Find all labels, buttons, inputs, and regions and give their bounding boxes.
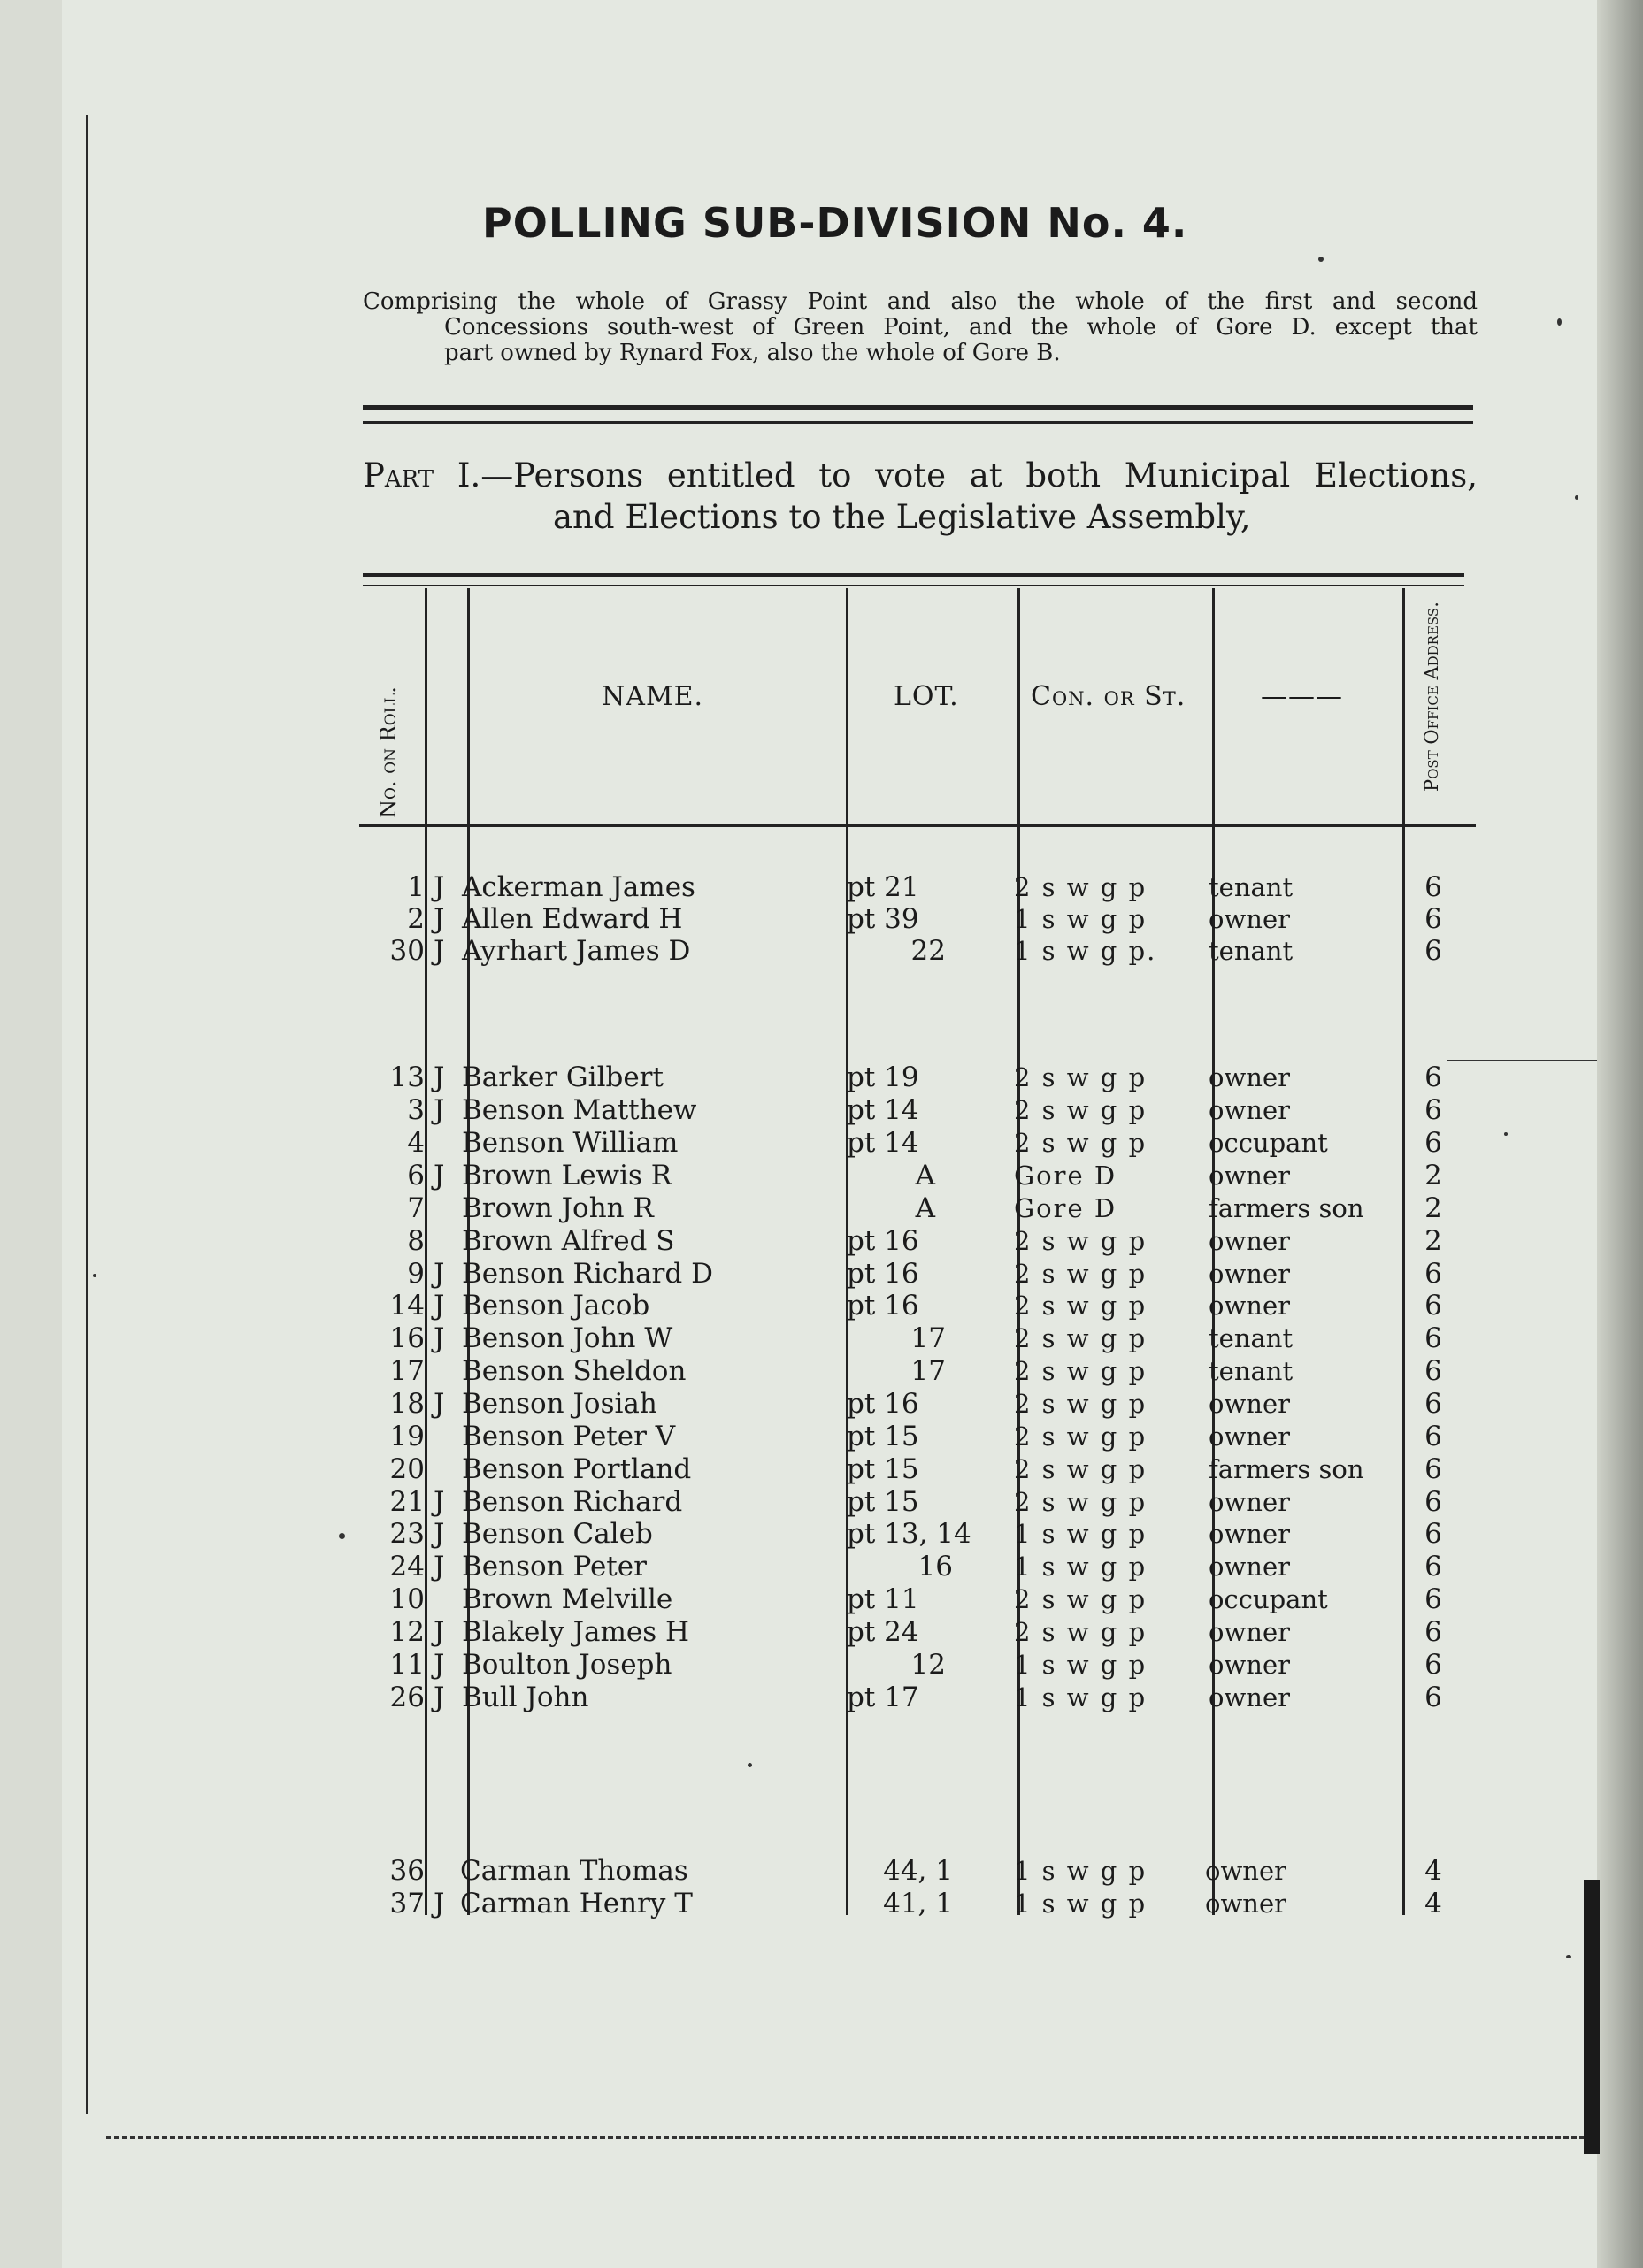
- post-office: 6: [1424, 871, 1442, 903]
- voter-name: Benson Sheldon: [462, 1355, 687, 1387]
- page-fold-edge: [1597, 0, 1643, 2268]
- lot: A: [915, 1192, 935, 1224]
- concession: 2 s w g p: [1014, 1259, 1148, 1289]
- roll-number: 8: [407, 1225, 425, 1257]
- post-office: 4: [1424, 1888, 1442, 1919]
- roll-number: 6: [407, 1160, 425, 1191]
- binding-bar: [1584, 1880, 1600, 2154]
- lot: pt 15: [847, 1486, 919, 1518]
- post-office: 4: [1424, 1855, 1442, 1887]
- margin-mark-rule: [1447, 1060, 1597, 1061]
- header-name: NAME.: [602, 681, 704, 712]
- roll-number: 19: [389, 1421, 425, 1452]
- scan-speck: [748, 1763, 752, 1767]
- voter-name: Benson Richard D: [462, 1258, 713, 1290]
- j-mark: J: [434, 1094, 445, 1126]
- post-office: 2: [1424, 1192, 1442, 1224]
- post-office: 6: [1424, 1583, 1442, 1615]
- scan-speck: [1575, 495, 1578, 500]
- j-mark: J: [434, 1160, 445, 1191]
- status: owner: [1209, 1617, 1290, 1647]
- roll-number: 3: [407, 1094, 425, 1126]
- concession: 2 s w g p: [1014, 1389, 1148, 1419]
- roll-number: 18: [389, 1388, 425, 1420]
- lot: pt 16: [847, 1225, 919, 1257]
- roll-number: 21: [389, 1486, 425, 1518]
- voter-name: Benson William: [462, 1127, 679, 1159]
- voter-name: Benson Josiah: [462, 1388, 657, 1420]
- lot: 44, 1: [883, 1855, 953, 1887]
- subdivision-description: [363, 289, 1478, 366]
- concession: 1 s w g p: [1014, 904, 1148, 934]
- roll-number: 12: [389, 1616, 425, 1648]
- concession: 1 s w g p.: [1014, 936, 1157, 966]
- lot: pt 14: [847, 1127, 919, 1159]
- left-margin-rule: [86, 115, 88, 2114]
- status: tenant: [1209, 936, 1294, 966]
- post-office: 6: [1424, 1421, 1442, 1452]
- j-mark: J: [434, 1616, 445, 1648]
- voter-name: Benson Matthew: [462, 1094, 697, 1126]
- voter-name: Brown Melville: [462, 1583, 673, 1615]
- voter-name: Benson Richard: [462, 1486, 683, 1518]
- roll-number: 2: [407, 903, 425, 935]
- roll-number: 23: [389, 1518, 425, 1550]
- lot: pt 19: [847, 1061, 919, 1093]
- lot: pt 14: [847, 1094, 919, 1126]
- scan-speck: [1504, 1132, 1508, 1136]
- part-heading: [363, 455, 1478, 538]
- lot: 17: [910, 1355, 946, 1387]
- status: owner: [1209, 1487, 1290, 1517]
- lot: 41, 1: [883, 1888, 953, 1919]
- concession: 2 s w g p: [1014, 1617, 1148, 1647]
- j-mark: J: [434, 935, 445, 967]
- status: owner: [1209, 1161, 1290, 1191]
- voter-name: Bull John: [462, 1682, 589, 1713]
- part-heading-line-1: [363, 455, 1478, 496]
- j-mark: J: [434, 1649, 445, 1681]
- part-line-1-text: —Persons entitled to vote at both Municipal Elections,: [480, 456, 1478, 494]
- status: tenant: [1209, 1323, 1294, 1353]
- post-office: 6: [1424, 1616, 1442, 1648]
- status: owner: [1209, 904, 1290, 934]
- voter-name: Benson John W: [462, 1322, 673, 1354]
- status: owner: [1209, 1519, 1290, 1549]
- lot: pt 11: [847, 1583, 919, 1615]
- concession: 2 s w g p: [1014, 1062, 1148, 1092]
- post-office: 6: [1424, 1355, 1442, 1387]
- j-mark: J: [434, 1322, 445, 1354]
- j-mark: J: [434, 1388, 445, 1420]
- voter-name: Benson Jacob: [462, 1290, 650, 1322]
- post-office: 6: [1424, 1518, 1442, 1550]
- roll-number: 10: [389, 1583, 425, 1615]
- status: tenant: [1209, 1356, 1294, 1386]
- post-office: 6: [1424, 1290, 1442, 1322]
- lot: pt 15: [847, 1421, 919, 1452]
- j-mark: J: [434, 1290, 445, 1322]
- scan-speck: [1318, 257, 1324, 262]
- header-con-or-st: Con. or St.: [1031, 681, 1186, 712]
- concession: 2 s w g p: [1014, 1356, 1148, 1386]
- j-mark: J: [434, 1258, 445, 1290]
- double-rule-table-b: [363, 585, 1464, 586]
- voter-name: Carman Henry T: [460, 1888, 693, 1919]
- status: owner: [1205, 1856, 1286, 1886]
- status: owner: [1209, 1095, 1290, 1125]
- part-label: Part I.: [363, 456, 481, 494]
- status: farmers son: [1209, 1193, 1364, 1223]
- concession: 2 s w g p: [1014, 1291, 1148, 1321]
- post-office: 6: [1424, 1388, 1442, 1420]
- post-office: 2: [1424, 1225, 1442, 1257]
- concession: 2 s w g p: [1014, 1454, 1148, 1484]
- status: occupant: [1209, 1128, 1328, 1158]
- lot: 12: [910, 1649, 946, 1681]
- scan-speck: [1557, 318, 1562, 326]
- j-mark: J: [434, 1486, 445, 1518]
- post-office: 6: [1424, 1649, 1442, 1681]
- post-office: 6: [1424, 1094, 1442, 1126]
- status: owner: [1205, 1889, 1286, 1919]
- lot: 16: [917, 1551, 953, 1582]
- status: owner: [1209, 1682, 1290, 1712]
- post-office: 6: [1424, 1061, 1442, 1093]
- roll-number: 20: [389, 1453, 425, 1485]
- j-mark: J: [434, 1888, 445, 1919]
- status: owner: [1209, 1389, 1290, 1419]
- header-lot: LOT.: [894, 681, 959, 712]
- scan-speck: [93, 1274, 96, 1277]
- post-office: 6: [1424, 1486, 1442, 1518]
- roll-number: 7: [407, 1192, 425, 1224]
- header-status: ———: [1261, 681, 1343, 712]
- lot: pt 24: [847, 1616, 919, 1648]
- voter-name: Benson Caleb: [462, 1518, 653, 1550]
- lot: pt 39: [847, 903, 919, 935]
- j-mark: J: [434, 1518, 445, 1550]
- voter-name: Ackerman James: [462, 871, 695, 903]
- status: farmers son: [1209, 1454, 1364, 1484]
- voter-name: Benson Peter: [462, 1551, 647, 1582]
- page-title: POLLING SUB-DIVISION No. 4.: [482, 199, 1188, 247]
- col-divider-no: [425, 588, 427, 1915]
- concession: 2 s w g p: [1014, 1487, 1148, 1517]
- post-office: 6: [1424, 1453, 1442, 1485]
- roll-number: 11: [389, 1649, 425, 1681]
- lot: 22: [910, 935, 946, 967]
- lot: pt 13, 14: [847, 1518, 971, 1550]
- roll-number: 24: [389, 1551, 425, 1582]
- status: owner: [1209, 1259, 1290, 1289]
- status: tenant: [1209, 872, 1294, 902]
- concession: 1 s w g p: [1014, 1519, 1148, 1549]
- roll-number: 4: [407, 1127, 425, 1159]
- post-office: 6: [1424, 1322, 1442, 1354]
- header-post-office-address: Post Office Address.: [1421, 601, 1442, 792]
- lot: 17: [910, 1322, 946, 1354]
- double-rule-table-a: [363, 573, 1464, 577]
- concession: 2 s w g p: [1014, 1226, 1148, 1256]
- voter-name: Brown Alfred S: [462, 1225, 675, 1257]
- concession: 2 s w g p: [1014, 872, 1148, 902]
- post-office: 6: [1424, 935, 1442, 967]
- table-header-rule: [359, 824, 1476, 827]
- double-rule-top-a: [363, 405, 1473, 410]
- concession: 2 s w g p: [1014, 1584, 1148, 1614]
- lot: pt 16: [847, 1388, 919, 1420]
- status: owner: [1209, 1421, 1290, 1452]
- concession: 2 s w g p: [1014, 1095, 1148, 1125]
- description-line-2: Concessions south-west of Green Point, and the whole of Gore D. except that: [444, 314, 1478, 341]
- header-no-on-roll: No. on Roll.: [376, 686, 401, 818]
- post-office: 6: [1424, 903, 1442, 935]
- concession: 2 s w g p: [1014, 1421, 1148, 1452]
- roll-number: 14: [389, 1290, 425, 1322]
- scan-speck: [339, 1533, 345, 1539]
- voter-name: Ayrhart James D: [462, 935, 691, 967]
- lot: A: [915, 1160, 935, 1191]
- status: owner: [1209, 1226, 1290, 1256]
- roll-number: 17: [389, 1355, 425, 1387]
- lot: pt 15: [847, 1453, 919, 1485]
- post-office: 2: [1424, 1160, 1442, 1191]
- concession: Gore D: [1014, 1193, 1117, 1223]
- bottom-dashed-rule: [106, 2136, 1593, 2139]
- lot: pt 17: [847, 1682, 919, 1713]
- lot: pt 21: [847, 871, 919, 903]
- voter-name: Blakely James H: [462, 1616, 690, 1648]
- roll-number: 30: [389, 935, 425, 967]
- concession: 2 s w g p: [1014, 1323, 1148, 1353]
- concession: 1 s w g p: [1014, 1856, 1148, 1886]
- voter-name: Brown John R: [462, 1192, 654, 1224]
- lot: pt 16: [847, 1258, 919, 1290]
- j-mark: J: [434, 1061, 445, 1093]
- post-office: 6: [1424, 1258, 1442, 1290]
- roll-number: 37: [389, 1888, 425, 1919]
- scan-speck: [1566, 1955, 1571, 1958]
- post-office: 6: [1424, 1551, 1442, 1582]
- lot: pt 16: [847, 1290, 919, 1322]
- concession: 2 s w g p: [1014, 1128, 1148, 1158]
- concession: 1 s w g p: [1014, 1889, 1148, 1919]
- roll-number: 9: [407, 1258, 425, 1290]
- roll-number: 1: [407, 871, 425, 903]
- status: owner: [1209, 1291, 1290, 1321]
- voter-name: Allen Edward H: [462, 903, 683, 935]
- concession: 1 s w g p: [1014, 1682, 1148, 1712]
- double-rule-top-b: [363, 421, 1473, 424]
- roll-number: 26: [389, 1682, 425, 1713]
- concession: Gore D: [1014, 1161, 1117, 1191]
- roll-number: 16: [389, 1322, 425, 1354]
- post-office: 6: [1424, 1127, 1442, 1159]
- part-heading-line-2: and Elections to the Legislative Assembly,: [553, 498, 1251, 536]
- status: owner: [1209, 1552, 1290, 1582]
- j-mark: J: [434, 1551, 445, 1582]
- j-mark: J: [434, 903, 445, 935]
- description-line-1: Comprising the whole of Grassy Point and also the whole of the first and second: [363, 288, 1478, 315]
- voter-name: Brown Lewis R: [462, 1160, 672, 1191]
- roll-number: 36: [389, 1855, 425, 1887]
- status: owner: [1209, 1650, 1290, 1680]
- voter-name: Boulton Joseph: [462, 1649, 672, 1681]
- post-office: 6: [1424, 1682, 1442, 1713]
- voter-name: Barker Gilbert: [462, 1061, 664, 1093]
- voter-name: Carman Thomas: [460, 1855, 688, 1887]
- j-mark: J: [434, 871, 445, 903]
- status: occupant: [1209, 1584, 1328, 1614]
- concession: 1 s w g p: [1014, 1552, 1148, 1582]
- voter-name: Benson Portland: [462, 1453, 692, 1485]
- description-line-3: part owned by Rynard Fox, also the whole of Gore B.: [444, 340, 1061, 366]
- roll-number: 13: [389, 1061, 425, 1093]
- concession: 1 s w g p: [1014, 1650, 1148, 1680]
- status: owner: [1209, 1062, 1290, 1092]
- j-mark: J: [434, 1682, 445, 1713]
- voter-name: Benson Peter V: [462, 1421, 676, 1452]
